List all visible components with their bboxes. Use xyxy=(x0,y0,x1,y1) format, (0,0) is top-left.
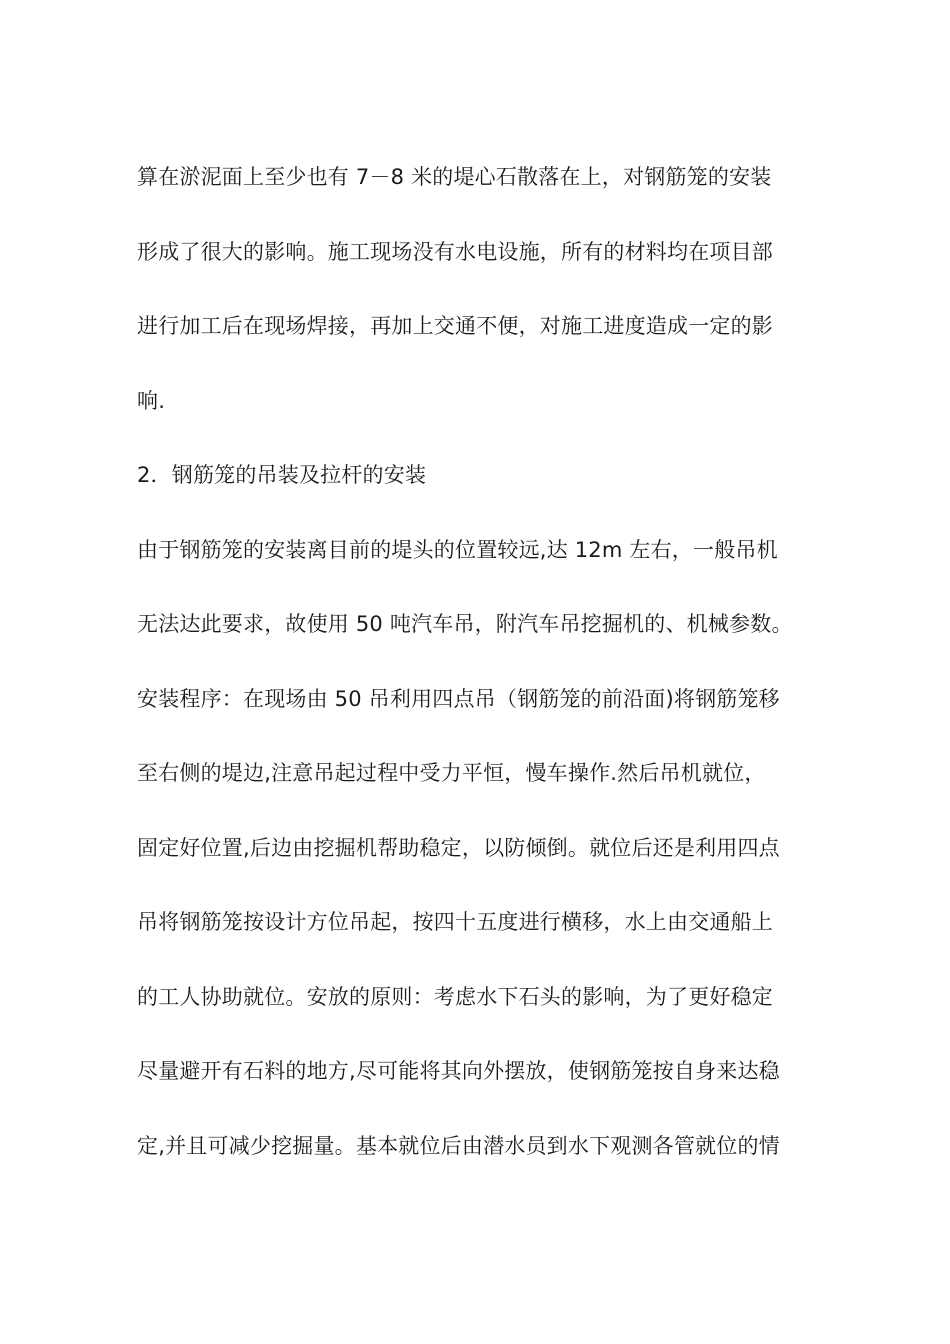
text-line: 响. xyxy=(137,388,166,413)
text-line: 定,并且可减少挖掘量。基本就位后由潜水员到水下观测各管就位的情 xyxy=(137,1133,780,1158)
text-line: 进行加工后在现场焊接，再加上交通不便，对施工进度造成一定的影 xyxy=(137,314,773,338)
section-heading: 2．钢筋笼的吊装及拉杆的安装 xyxy=(137,463,427,487)
text-line: 算在淤泥面上至少也有 7－8 米的堤心石散落在上，对钢筋笼的安装 xyxy=(137,165,772,189)
text-line: 固定好位置,后边由挖掘机帮助稳定，以防倾倒。就位后还是利用四点 xyxy=(137,835,780,860)
text-line: 由于钢筋笼的安装离目前的堤头的位置较远,达 12m 左右，一般吊机 xyxy=(137,537,778,562)
text-line: 形成了很大的影响。施工现场没有水电设施，所有的材料均在项目部 xyxy=(137,239,773,264)
text-line: 的工人协助就位。安放的原则：考虑水下石头的影响，为了更好稳定 xyxy=(137,984,773,1009)
text-line: 无法达此要求，故使用 50 吨汽车吊，附汽车吊挖掘机的、机械参数。 xyxy=(137,612,793,636)
text-line: 至右侧的堤边,注意吊起过程中受力平恒，慢车操作.然后吊机就位， xyxy=(137,761,766,785)
body-text xyxy=(137,140,827,1183)
text-line: 尽量避开有石料的地方,尽可能将其向外摆放，使钢筋笼按自身来达稳 xyxy=(137,1059,780,1083)
text-line: 吊将钢筋笼按设计方位吊起，按四十五度进行横移，水上由交通船上 xyxy=(137,910,773,934)
text-line: 安装程序：在现场由 50 吊利用四点吊（钢筋笼的前沿面)将钢筋笼移 xyxy=(137,686,780,711)
